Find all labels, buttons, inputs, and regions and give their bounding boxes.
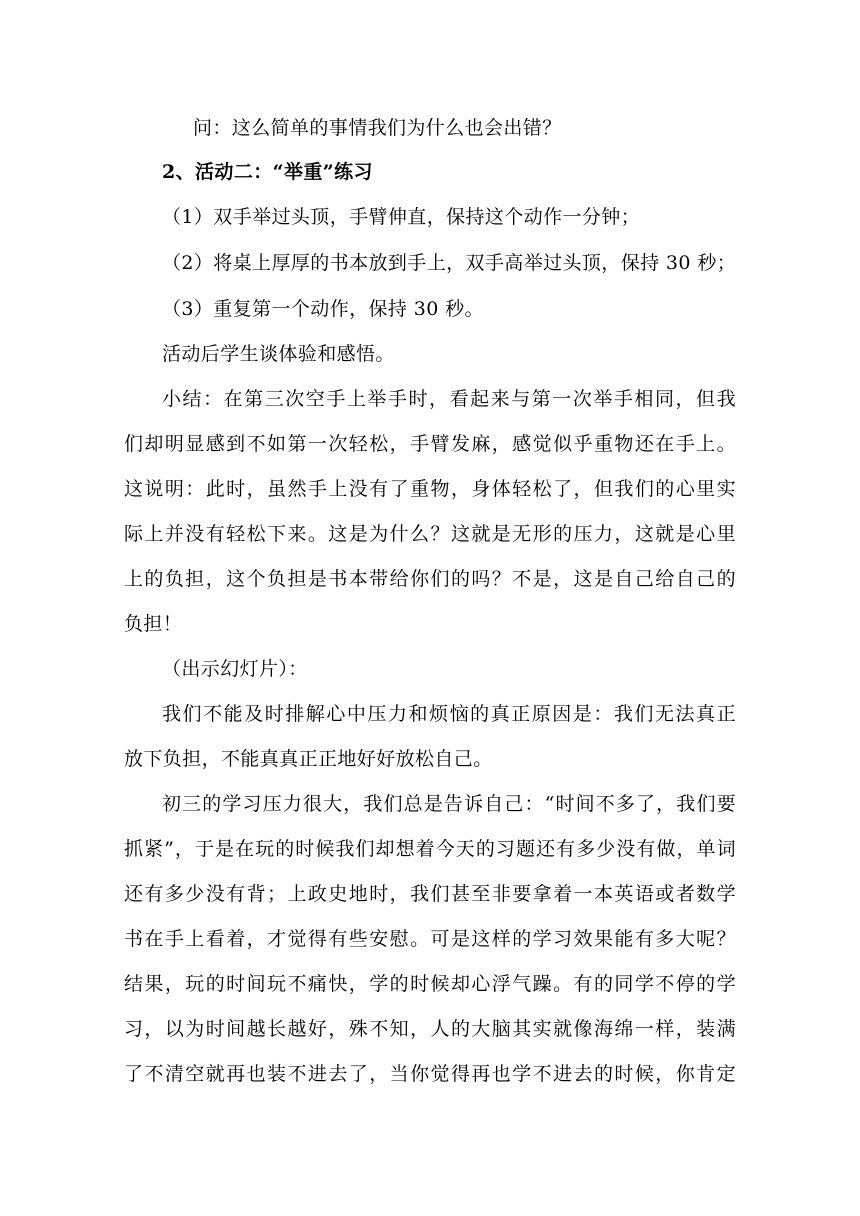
summary-line: 负担！ bbox=[124, 613, 183, 635]
step-3: （3）重复第一个动作，保持 30 秒。 bbox=[162, 298, 484, 320]
summary-line: 际上并没有轻松下来。这是为什么？这就是无形的压力，这就是心里 bbox=[124, 523, 736, 545]
after-activity-text: 活动后学生谈体验和感悟。 bbox=[162, 343, 395, 365]
reason-line: 放下负担，不能真真正正地好好放松自己。 bbox=[124, 748, 493, 770]
summary-line: 们却明显感到不如第一次轻松，手臂发麻，感觉似乎重物还在手上。 bbox=[124, 433, 736, 455]
summary-line: 上的负担，这个负担是书本带给你们的吗？不是，这是自己给自己的 bbox=[124, 568, 736, 590]
paragraph-line: 习，以为时间越长越好，殊不知，人的大脑其实就像海绵一样，装满 bbox=[124, 1018, 736, 1040]
question-line: 问：这么简单的事情我们为什么也会出错？ bbox=[193, 117, 562, 139]
step-2: （2）将桌上厚厚的书本放到手上，双手高举过头顶，保持 30 秒； bbox=[162, 252, 737, 274]
slide-note: （出示幻灯片）： bbox=[162, 658, 308, 680]
summary-line: 小结：在第三次空手上举手时，看起来与第一次举手相同，但我 bbox=[162, 388, 736, 410]
step-1: （1）双手举过头顶，手臂伸直，保持这个动作一分钟； bbox=[162, 206, 641, 228]
paragraph-line: 初三的学习压力很大，我们总是告诉自己：“时间不多了，我们要 bbox=[162, 793, 736, 815]
paragraph-line: 还有多少没有背；上政史地时，我们甚至非要拿着一本英语或者数学 bbox=[124, 883, 736, 905]
reason-line: 我们不能及时排解心中压力和烦恼的真正原因是：我们无法真正 bbox=[162, 703, 736, 725]
paragraph-line: 抓紧”，于是在玩的时候我们却想着今天的习题还有多少没有做，单词 bbox=[124, 838, 736, 860]
paragraph-line: 书在手上看着，才觉得有些安慰。可是这样的学习效果能有多大呢？ bbox=[124, 928, 736, 950]
paragraph-line: 了不清空就再也装不进去了，当你觉得再也学不进去的时候，你肯定 bbox=[124, 1063, 736, 1085]
activity-heading: 2、活动二：“举重”练习 bbox=[162, 161, 373, 183]
paragraph-line: 结果，玩的时间玩不痛快，学的时候却心浮气躁。有的同学不停的学 bbox=[124, 973, 736, 995]
summary-line: 这说明：此时，虽然手上没有了重物，身体轻松了，但我们的心里实 bbox=[124, 478, 736, 500]
